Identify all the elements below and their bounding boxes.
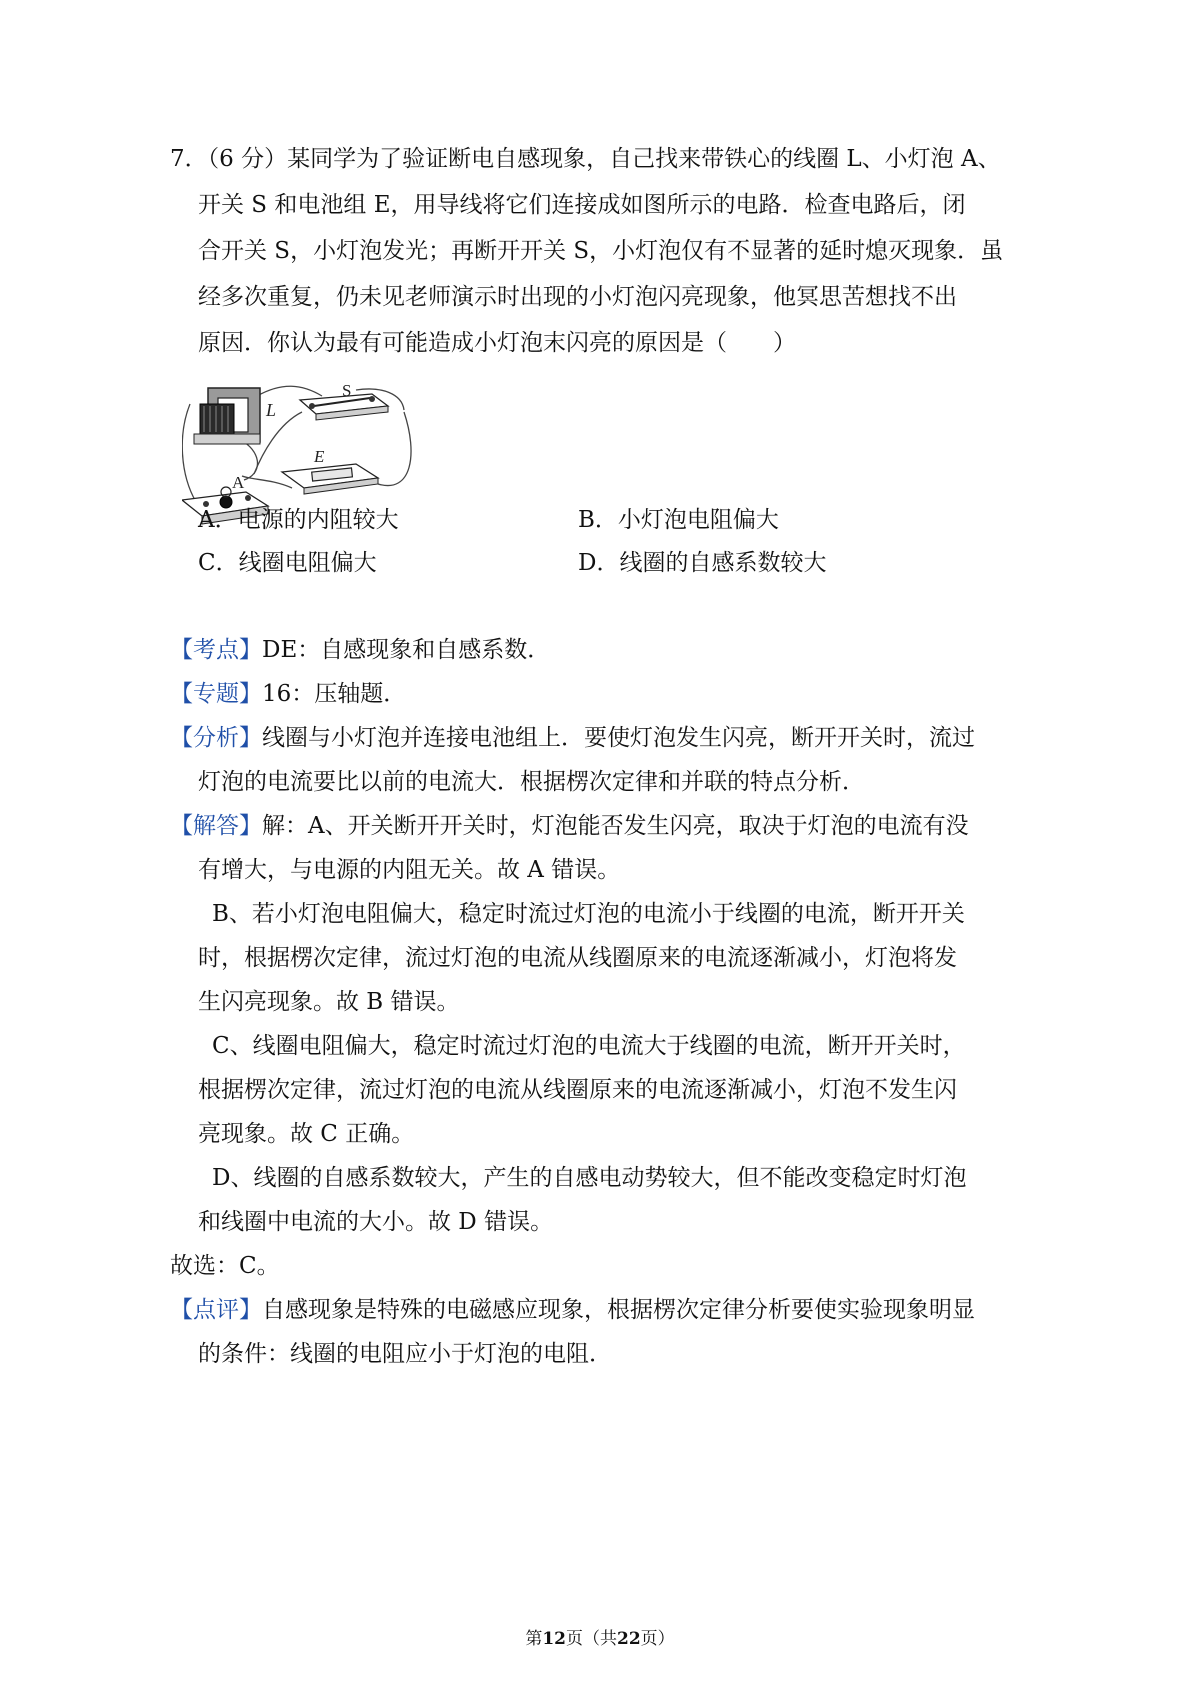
footer-total-pages: 22 bbox=[617, 1629, 641, 1649]
dianping-row bbox=[170, 1295, 975, 1325]
question-line-3: 合开关 S，小灯泡发光；再断开开关 S，小灯泡仅有不显著的延时熄灭现象．虽 bbox=[198, 238, 1004, 264]
dianping-tag: 【点评】 bbox=[170, 1297, 262, 1323]
option-c: C．线圈电阻偏大 bbox=[198, 550, 377, 576]
dianping-line-1: 自感现象是特殊的电磁感应现象，根据楞次定律分析要使实验现象明显 bbox=[262, 1297, 975, 1323]
jieda-line-1: 解：A、开关断开开关时，灯泡能否发生闪亮，取决于灯泡的电流有没 bbox=[262, 813, 969, 839]
jieda-c-line-2: 根据楞次定律，流过灯泡的电流从线圈原来的电流逐渐减小，灯泡不发生闪 bbox=[198, 1077, 957, 1103]
label-A: A bbox=[232, 473, 245, 492]
jieda-b-line-1: B、若小灯泡电阻偏大，稳定时流过灯泡的电流小于线圈的电流，断开开关 bbox=[212, 901, 965, 927]
jieda-d-line-1: D、线圈的自感系数较大，产生的自感电动势较大，但不能改变稳定时灯泡 bbox=[212, 1165, 967, 1191]
zhuanti-tag: 【专题】 bbox=[170, 681, 262, 707]
page-footer bbox=[0, 1628, 1200, 1650]
question-line-2: 开关 S 和电池组 E，用导线将它们连接成如图所示的电路．检查电路后，闭 bbox=[198, 192, 966, 218]
jieda-b-line-3: 生闪亮现象。故 B 错误。 bbox=[198, 989, 460, 1015]
footer-mid: 页（共 bbox=[566, 1629, 617, 1649]
jieda-line-2: 有增大，与电源的内阻无关。故 A 错误。 bbox=[198, 857, 621, 883]
footer-prefix: 第 bbox=[525, 1629, 543, 1649]
zhuanti-text: 16：压轴题． bbox=[262, 681, 407, 707]
footer-page-number: 12 bbox=[542, 1629, 566, 1649]
jieda-tag: 【解答】 bbox=[170, 813, 262, 839]
fenxi-line-2: 灯泡的电流要比以前的电流大．根据楞次定律和并联的特点分析． bbox=[198, 769, 865, 795]
footer-suffix: 页） bbox=[640, 1629, 675, 1649]
jieda-d-line-2: 和线圈中电流的大小。故 D 错误。 bbox=[198, 1209, 554, 1235]
jieda-row bbox=[170, 811, 969, 841]
kaodian-text: DE：自感现象和自感系数． bbox=[262, 637, 551, 663]
question-line-4: 经多次重复，仍未见老师演示时出现的小灯泡闪亮现象，他冥思苦想找不出 bbox=[198, 284, 957, 310]
jieda-b-line-2: 时，根据楞次定律，流过灯泡的电流从线圈原来的电流逐渐减小，灯泡将发 bbox=[198, 945, 957, 971]
label-E: E bbox=[314, 447, 325, 466]
fenxi-line-1: 线圈与小灯泡并连接电池组上．要使灯泡发生闪亮，断开开关时，流过 bbox=[262, 725, 975, 751]
dianping-line-2: 的条件：线圈的电阻应小于灯泡的电阻． bbox=[198, 1341, 612, 1367]
answer-choice: 故选：C。 bbox=[170, 1253, 280, 1279]
kaodian-row bbox=[170, 635, 550, 665]
label-S: S bbox=[342, 384, 352, 400]
question-line-1: 7．（6 分）某同学为了验证断电自感现象，自己找来带铁心的线圈 L、小灯泡 A、 bbox=[170, 146, 1001, 172]
question-line-5: 原因．你认为最有可能造成小灯泡末闪亮的原因是（ ） bbox=[198, 330, 796, 356]
kaodian-tag: 【考点】 bbox=[170, 637, 262, 663]
fenxi-tag: 【分析】 bbox=[170, 725, 262, 751]
option-b: B．小灯泡电阻偏大 bbox=[578, 507, 779, 533]
jieda-c-line-1: C、线圈电阻偏大，稳定时流过灯泡的电流大于线圈的电流，断开开关时， bbox=[212, 1033, 966, 1059]
option-d: D．线圈的自感系数较大 bbox=[578, 550, 827, 576]
zhuanti-row bbox=[170, 679, 406, 709]
label-L: L bbox=[266, 400, 277, 420]
option-a: A．电源的内阻较大 bbox=[198, 507, 399, 533]
jieda-c-line-3: 亮现象。故 C 正确。 bbox=[198, 1121, 415, 1147]
fenxi-row bbox=[170, 723, 975, 753]
